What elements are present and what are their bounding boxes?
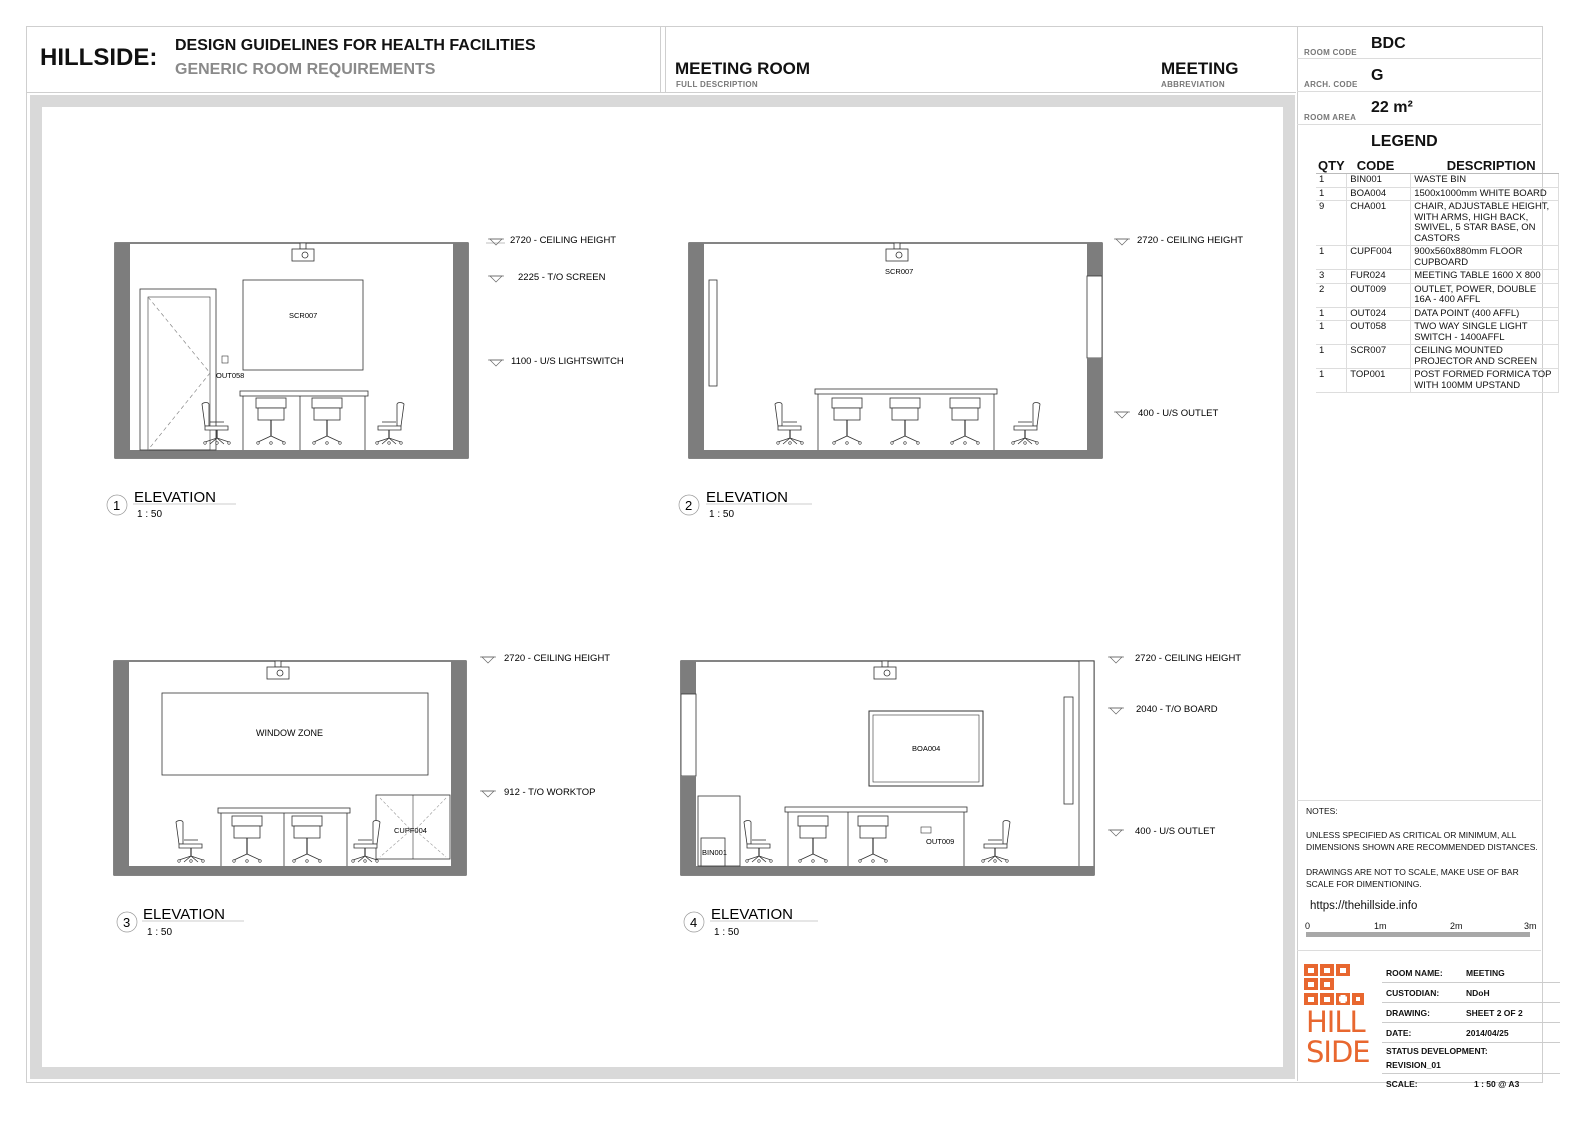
- legend-code: CHA001: [1347, 201, 1411, 246]
- custodian-label: CUSTODIAN:: [1382, 983, 1462, 1003]
- abbreviation: MEETING: [1161, 59, 1239, 78]
- floor-line: [115, 450, 468, 458]
- legend-header-row: [1316, 158, 1559, 174]
- wall-left: [681, 661, 696, 694]
- legend-qty: 1: [1316, 345, 1347, 369]
- meeting-table: [218, 808, 350, 813]
- legend-code: BIN001: [1347, 174, 1411, 188]
- legend-description: TWO WAY SINGLE LIGHT SWITCH - 1400AFFL: [1411, 321, 1559, 345]
- legend-header-code: CODE: [1347, 158, 1411, 174]
- status-label: STATUS DEVELOPMENT:: [1386, 1046, 1488, 1056]
- legend-description: 1500x1000mm WHITE BOARD: [1411, 187, 1559, 201]
- title-block-row: [1382, 1074, 1560, 1094]
- elevation-scale: 1 : 50: [147, 927, 173, 938]
- room-info-row-line: [1297, 91, 1541, 92]
- room-area-label: ROOM AREA: [1304, 113, 1357, 122]
- status-cell: [1382, 1043, 1560, 1074]
- title-block-row: [1382, 1003, 1560, 1023]
- legend-code: OUT009: [1347, 283, 1411, 307]
- title-block-row: [1382, 1043, 1560, 1074]
- elevation-number: 1: [113, 498, 121, 513]
- full-description-label: FULL DESCRIPTION: [676, 80, 758, 89]
- legend-qty: 1: [1316, 307, 1347, 321]
- wall-left: [115, 243, 130, 456]
- level-label: 400 - U/S OUTLET: [1138, 408, 1219, 419]
- legend-description: 900x560x880mm FLOOR CUPBOARD: [1411, 246, 1559, 270]
- arch-code-label: ARCH. CODE: [1304, 80, 1358, 89]
- legend-row: [1316, 201, 1559, 246]
- elevation-title: ELEVATION: [143, 906, 225, 923]
- level-label: 400 - U/S OUTLET: [1135, 826, 1216, 837]
- power-outlet: [921, 827, 931, 833]
- title-block-top-line: [1297, 950, 1541, 951]
- item-tag: OUT058: [216, 371, 245, 380]
- abbreviation-label: ABBREVIATION: [1161, 80, 1225, 89]
- logo-text-side: SIDE: [1306, 1035, 1370, 1069]
- legend-description: OUTLET, POWER, DOUBLE 16A - 400 AFFL: [1411, 283, 1559, 307]
- drawing-label: DRAWING:: [1382, 1003, 1462, 1023]
- elevation-number: 2: [685, 498, 693, 513]
- wall-left: [114, 661, 129, 873]
- room-info-row-line: [1297, 124, 1541, 125]
- wall-right: [453, 243, 468, 456]
- title-block-row: [1382, 983, 1560, 1003]
- level-label: 2720 - CEILING HEIGHT: [510, 235, 617, 246]
- elevation-title: ELEVATION: [711, 906, 793, 923]
- room-code-label: ROOM CODE: [1304, 48, 1357, 57]
- legend-description: CEILING MOUNTED PROJECTOR AND SCREEN: [1411, 345, 1559, 369]
- legend-code: CUPF004: [1347, 246, 1411, 270]
- level-label: 2040 - T/O BOARD: [1136, 704, 1218, 715]
- scale-value: 1 : 50 @ A3: [1474, 1078, 1520, 1089]
- legend-row: [1316, 187, 1559, 201]
- item-tag: BOA004: [912, 744, 941, 753]
- arch-code: G: [1371, 67, 1384, 84]
- legend-qty: 1: [1316, 174, 1347, 188]
- legend-row: [1316, 321, 1559, 345]
- item-tag: SCR007: [289, 311, 318, 320]
- legend-qty: 9: [1316, 201, 1347, 246]
- elevation-scale: 1 : 50: [714, 927, 740, 938]
- document-title: DESIGN GUIDELINES FOR HEALTH FACILITIES: [175, 37, 536, 54]
- floor-line: [681, 866, 1094, 875]
- item-tag: CUPF004: [394, 826, 427, 835]
- scale-bar-label: 2m: [1450, 921, 1463, 931]
- full-description: MEETING ROOM: [675, 59, 811, 78]
- level-label: 2720 - CEILING HEIGHT: [504, 653, 611, 664]
- legend-qty: 1: [1316, 369, 1347, 393]
- legend-row: [1316, 246, 1559, 270]
- meeting-table: [815, 389, 997, 394]
- legend-row: [1316, 270, 1559, 284]
- room-area: 22 m²: [1371, 99, 1413, 116]
- elevation-number: 3: [123, 915, 131, 930]
- window-opening: [681, 694, 696, 776]
- level-label: 2720 - CEILING HEIGHT: [1135, 653, 1242, 664]
- level-label: 1100 - U/S LIGHTSWITCH: [511, 356, 624, 367]
- legend-row: [1316, 283, 1559, 307]
- window-opening: [1087, 276, 1102, 358]
- custodian-value: NDoH: [1462, 983, 1560, 1003]
- note-critical-dimensions: UNLESS SPECIFIED AS CRITICAL OR MINIMUM, ALL DIMENSIONS SHOWN ARE RECOMMENDED DISTANCES.: [1306, 830, 1538, 852]
- legend-code: FUR024: [1347, 270, 1411, 284]
- legend-qty: 1: [1316, 321, 1347, 345]
- legend-row: [1316, 307, 1559, 321]
- item-tag: OUT009: [926, 837, 955, 846]
- legend-row: [1316, 174, 1559, 188]
- date-value: 2014/04/25: [1462, 1023, 1560, 1043]
- legend-header-description: DESCRIPTION: [1411, 158, 1559, 174]
- wall-right: [1079, 661, 1094, 873]
- status-value: REVISION_01: [1386, 1060, 1441, 1070]
- level-label: 2225 - T/O SCREEN: [518, 272, 606, 283]
- wall-right: [1087, 243, 1102, 276]
- wall-left: [689, 243, 704, 456]
- meeting-table: [240, 391, 368, 396]
- website-url[interactable]: https://thehillside.info: [1310, 900, 1418, 912]
- legend-header-qty: QTY: [1318, 158, 1345, 173]
- scale-bar-label: 1m: [1374, 921, 1387, 931]
- wall-right-lower: [1087, 358, 1102, 456]
- legend-row: [1316, 369, 1559, 393]
- level-label: 912 - T/O WORKTOP: [504, 787, 596, 798]
- logo-text-hill: HILL: [1306, 1005, 1365, 1039]
- note-not-to-scale: DRAWINGS ARE NOT TO SCALE, MAKE USE OF BAR SCALE FOR DIMENTIONING.: [1306, 867, 1519, 889]
- legend-qty: 1: [1316, 246, 1347, 270]
- room-name-label: ROOM NAME:: [1382, 963, 1462, 983]
- brand-title: HILLSIDE:: [40, 44, 158, 71]
- legend-row: [1316, 345, 1559, 369]
- screen: [243, 280, 363, 370]
- scale-bar-label: 0: [1305, 921, 1311, 931]
- floor-line: [689, 450, 1102, 458]
- notes-divider: [1297, 800, 1541, 801]
- legend-description: MEETING TABLE 1600 X 800: [1411, 270, 1559, 284]
- item-tag: SCR007: [885, 267, 914, 276]
- legend-table: [1316, 158, 1559, 393]
- scale-bar-label: 3m: [1524, 921, 1537, 931]
- window-zone-label: WINDOW ZONE: [256, 728, 323, 738]
- legend-qty: 1: [1316, 187, 1347, 201]
- light-switch: [222, 356, 228, 363]
- whiteboard-edge: [709, 280, 717, 386]
- legend-description: DATA POINT (400 AFFL): [1411, 307, 1559, 321]
- legend-qty: 3: [1316, 270, 1347, 284]
- meeting-table: [785, 807, 967, 812]
- room-code: BDC: [1371, 35, 1406, 52]
- room-info-row-line: [1297, 58, 1541, 59]
- level-label: 2720 - CEILING HEIGHT: [1137, 235, 1244, 246]
- legend-title: LEGEND: [1371, 133, 1438, 150]
- legend-description: CHAIR, ADJUSTABLE HEIGHT, WITH ARMS, HIGH BACK, SWIVEL, 5 STAR BASE, ON CASTORS: [1411, 201, 1559, 246]
- floor-line: [114, 866, 466, 875]
- legend-code: SCR007: [1347, 345, 1411, 369]
- title-block: [1382, 963, 1560, 1093]
- legend-qty: 2: [1316, 283, 1347, 307]
- notes-heading: NOTES:: [1306, 806, 1338, 816]
- scale-label: SCALE:: [1386, 1078, 1418, 1089]
- wall-right: [451, 661, 466, 873]
- elevation-scale: 1 : 50: [137, 509, 163, 520]
- legend-code: OUT058: [1347, 321, 1411, 345]
- title-block-row: [1382, 963, 1560, 983]
- elevation-scale: 1 : 50: [709, 509, 735, 520]
- legend-description: POST FORMED FORMICA TOP WITH 100MM UPSTAND: [1411, 369, 1559, 393]
- scale-bar: [1306, 932, 1530, 937]
- drawing-value: SHEET 2 OF 2: [1462, 1003, 1560, 1023]
- item-tag: BIN001: [702, 848, 728, 857]
- elevation-title: ELEVATION: [706, 489, 788, 506]
- legend-code: OUT024: [1347, 307, 1411, 321]
- elevation-title: ELEVATION: [134, 489, 216, 506]
- elevation-number: 4: [690, 915, 698, 930]
- legend-description: WASTE BIN: [1411, 174, 1559, 188]
- legend-code: TOP001: [1347, 369, 1411, 393]
- date-label: DATE:: [1382, 1023, 1462, 1043]
- legend-code: BOA004: [1347, 187, 1411, 201]
- wall-left-lower: [681, 776, 696, 873]
- side-panel: [1064, 697, 1073, 804]
- document-subtitle: GENERIC ROOM REQUIREMENTS: [175, 61, 436, 78]
- title-block-row: [1382, 1023, 1560, 1043]
- room-name-value: MEETING: [1462, 963, 1560, 983]
